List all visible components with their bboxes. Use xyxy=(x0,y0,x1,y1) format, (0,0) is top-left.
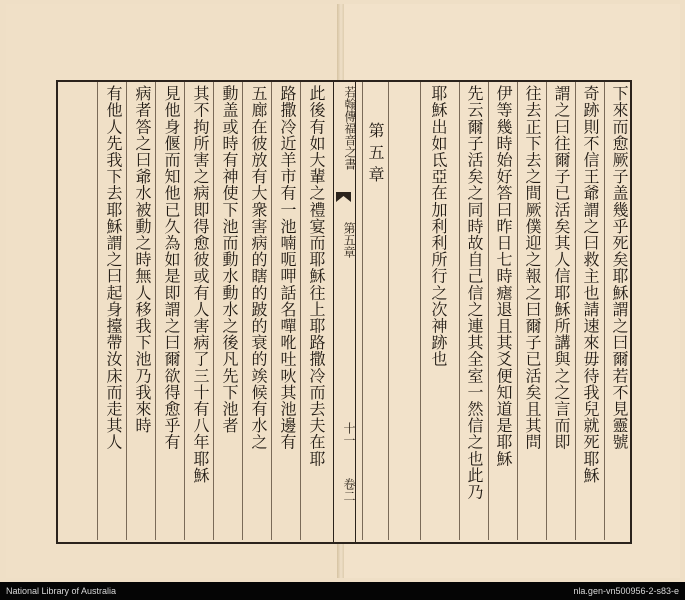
column-rule xyxy=(184,82,185,540)
column-rule xyxy=(362,82,363,540)
banner-volume: 卷二 xyxy=(342,478,356,502)
text-column: 路撒冷近羊市有一池喃呃呷話名嘽吪吐吙其池邊有 xyxy=(278,85,297,451)
text-column: 伊等幾時始好答曰昨日七時瘧退且其爻便知道是耶穌 xyxy=(494,85,513,467)
column-rule xyxy=(97,82,98,540)
column-rule xyxy=(126,82,127,540)
text-column: 往去正下去之間厥僕迎之報之曰爾子已活矣且其問 xyxy=(523,85,542,451)
column-rule xyxy=(213,82,214,540)
banner-chapter: 第五章 xyxy=(342,222,356,258)
item-reference: nla.gen-vn500956-2-s83-e xyxy=(573,586,679,596)
text-column: 耶穌出如氐亞在加利利所行之次神跡也 xyxy=(429,85,448,368)
text-column: 有他人先我下去耶穌謂之曰起身擡帶汝床而走其人 xyxy=(104,85,123,451)
banner-page-number: 十一 xyxy=(342,422,356,446)
column-rule xyxy=(388,82,389,540)
column-rule xyxy=(604,82,605,540)
column-rule xyxy=(488,82,489,540)
column-rule xyxy=(420,82,421,540)
column-rule xyxy=(517,82,518,540)
viewer-footer xyxy=(0,582,685,600)
text-column: 此後有如大輩之禮宴而耶穌往上耶路撒冷而去夫在耶 xyxy=(307,85,326,467)
text-column: 五廊在彼放有大衆害病的瞎的跛的衰的竢候有水之 xyxy=(249,85,268,451)
fishtail-mark-icon xyxy=(336,192,351,202)
text-column: 奇跡則不信王爺謂之曰救主也請速來毋待我兒就死耶穌 xyxy=(581,85,600,484)
library-credit: National Library of Australia xyxy=(6,586,117,596)
banner-book-title: 若翰傳福音之書 xyxy=(343,86,357,170)
column-rule xyxy=(271,82,272,540)
text-column: 下來而愈厥子盖幾乎死矣耶穌謂之曰爾若不見靈號 xyxy=(610,85,629,451)
column-rule xyxy=(242,82,243,540)
text-column: 病者答之曰爺水被動之時無人移我下池乃我來時 xyxy=(133,85,152,434)
chapter-title: 第五章 xyxy=(366,122,385,188)
column-rule xyxy=(300,82,301,540)
text-column: 先云爾子活矣之同時故自己信之連其全室一然信之也此乃 xyxy=(465,85,484,500)
column-rule xyxy=(575,82,576,540)
text-column: 見他身偃而知他已久為如是即謂之曰爾欲得愈乎有 xyxy=(162,85,181,451)
column-rule xyxy=(459,82,460,540)
text-column: 謂之曰往爾子已活矣其人信耶穌所講與之之言而即 xyxy=(552,85,571,451)
column-rule xyxy=(155,82,156,540)
column-rule xyxy=(546,82,547,540)
text-column: 其不拘所害之病即得愈彼或有人害病了三十有八年耶穌 xyxy=(191,85,210,484)
text-column: 動盖或時有神使下池而動水動水之後凡先下池者 xyxy=(220,85,239,434)
